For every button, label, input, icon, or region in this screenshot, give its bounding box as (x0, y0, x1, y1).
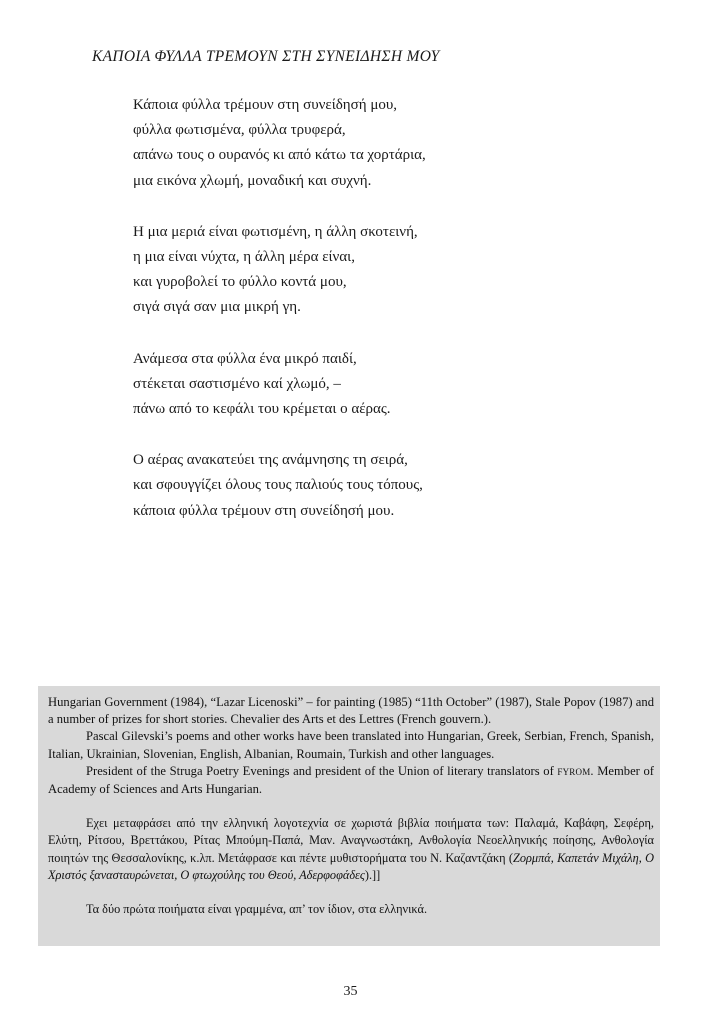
poem-title: ΚΑΠΟΙΑ ΦΥΛΛΑ ΤΡΕΜΟΥΝ ΣΤΗ ΣΥΝΕΙΔΗΣΗ ΜΟΥ (92, 48, 440, 65)
poem-line: μια εικόνα χλωμή, μοναδική και συχνή. (133, 172, 372, 189)
poem-line: Κάποια φύλλα τρέμουν στη συνείδησή μου, (133, 97, 398, 113)
stanza (133, 93, 593, 194)
greek-note: Τα δύο πρώτα ποιήματα είναι γραμμένα, απ’ τον ίδιον, στα ελληνικά. (86, 902, 428, 917)
bio-paragraph-translations: Pascal Gilevski’s poems and other works have been translated into Hungarian, Greek, Serbian, French, Spanish, Italian, Ukrainian, Slovenian, English, Albanian, Roumain, Turkish and other languages. (48, 729, 654, 761)
poem-line: Ο αέρας ανακατεύει της ανάμνησης τη σειρά, (133, 452, 408, 469)
poem-line: απάνω τους ο ουρανός κι από κάτω τα χορτάρια, (133, 147, 426, 164)
bio-text-segment: President of the Struga Poetry Evenings and president of the Union of literary translators of (86, 763, 558, 778)
greek-text-segment: ).]] (364, 867, 381, 882)
greek-text-segment: Εχει μεταφράσει από την ελληνική λογοτεχνία σε χωριστά βιβλία ποιήματα των: Παλαμά, Καβάφη, Σεφέρη, Ελύτη, Ρίτσου, Βρεττάκου, Ρίτας Μπούμη-Παπά, Μαν. Αναγνωστάκη, Ανθολογία Νεοελληνικής ποίησης, Ανθολογία ποιητών της Θεσσαλονίκης, κ.λπ. Μετάφρασε και πέντε μυθιστορήματα του Ν. Καζαντζάκη ( (48, 816, 654, 865)
bio-paragraph-awards: Hungarian Government (1984), “Lazar Licenoski” – for painting (1985) “11th October” (1987), Stale Popov (1987) and a number of prizes for short stories. Chevalier des Arts et des Lettres (French gouvern.). (48, 695, 654, 727)
poem-line: και σφουγγίζει όλους τους παλιούς τους τόπους, (133, 477, 423, 494)
poem-line: φύλλα φωτισμένα, φύλλα τρυφερά, (133, 122, 346, 139)
greek-translations-paragraph (48, 815, 654, 884)
author-bio-box (38, 686, 660, 946)
page-number: 35 (343, 984, 358, 999)
poem-line: σιγά σιγά σαν μια μικρή γη. (133, 299, 301, 316)
poem-line: Η μια μεριά είναι φωτισμένη, η άλλη σκοτεινή, (133, 223, 418, 240)
poem-line: η μια είναι νύχτα, η άλλη μέρα είναι, (133, 249, 355, 266)
bio-paragraph-president (48, 763, 654, 798)
poem-line: Ανάμεσα στα φύλλα ένα μικρό παιδί, (133, 350, 357, 367)
poem-line: πάνω από το κεφάλι του κρέμεται ο αέρας. (133, 401, 391, 418)
bio-smallcaps-fyrom: FYROM (557, 766, 591, 777)
stanza (133, 448, 593, 524)
poem-body (133, 93, 593, 550)
stanza (133, 347, 593, 423)
bio-text (48, 694, 654, 918)
stanza (133, 220, 593, 321)
poem-line: και γυροβολεί το φύλλο κοντά μου, (133, 274, 347, 291)
novel-titles: Ζορμπά, Καπετάν Μιχάλη, Ο Χριστός ξανασταυρώνεται, Ο φτωχούλης του Θεού, Αδερφοφάδες (48, 850, 654, 882)
poem-line: στέκεται σαστισμένο καί χλωμό, – (133, 375, 341, 392)
bio-text-segment: . Member of Academy of Sciences and Arts Hungarian. (48, 763, 654, 797)
poem-line: κάποια φύλλα τρέμουν στη συνείδησή μου. (133, 502, 395, 519)
